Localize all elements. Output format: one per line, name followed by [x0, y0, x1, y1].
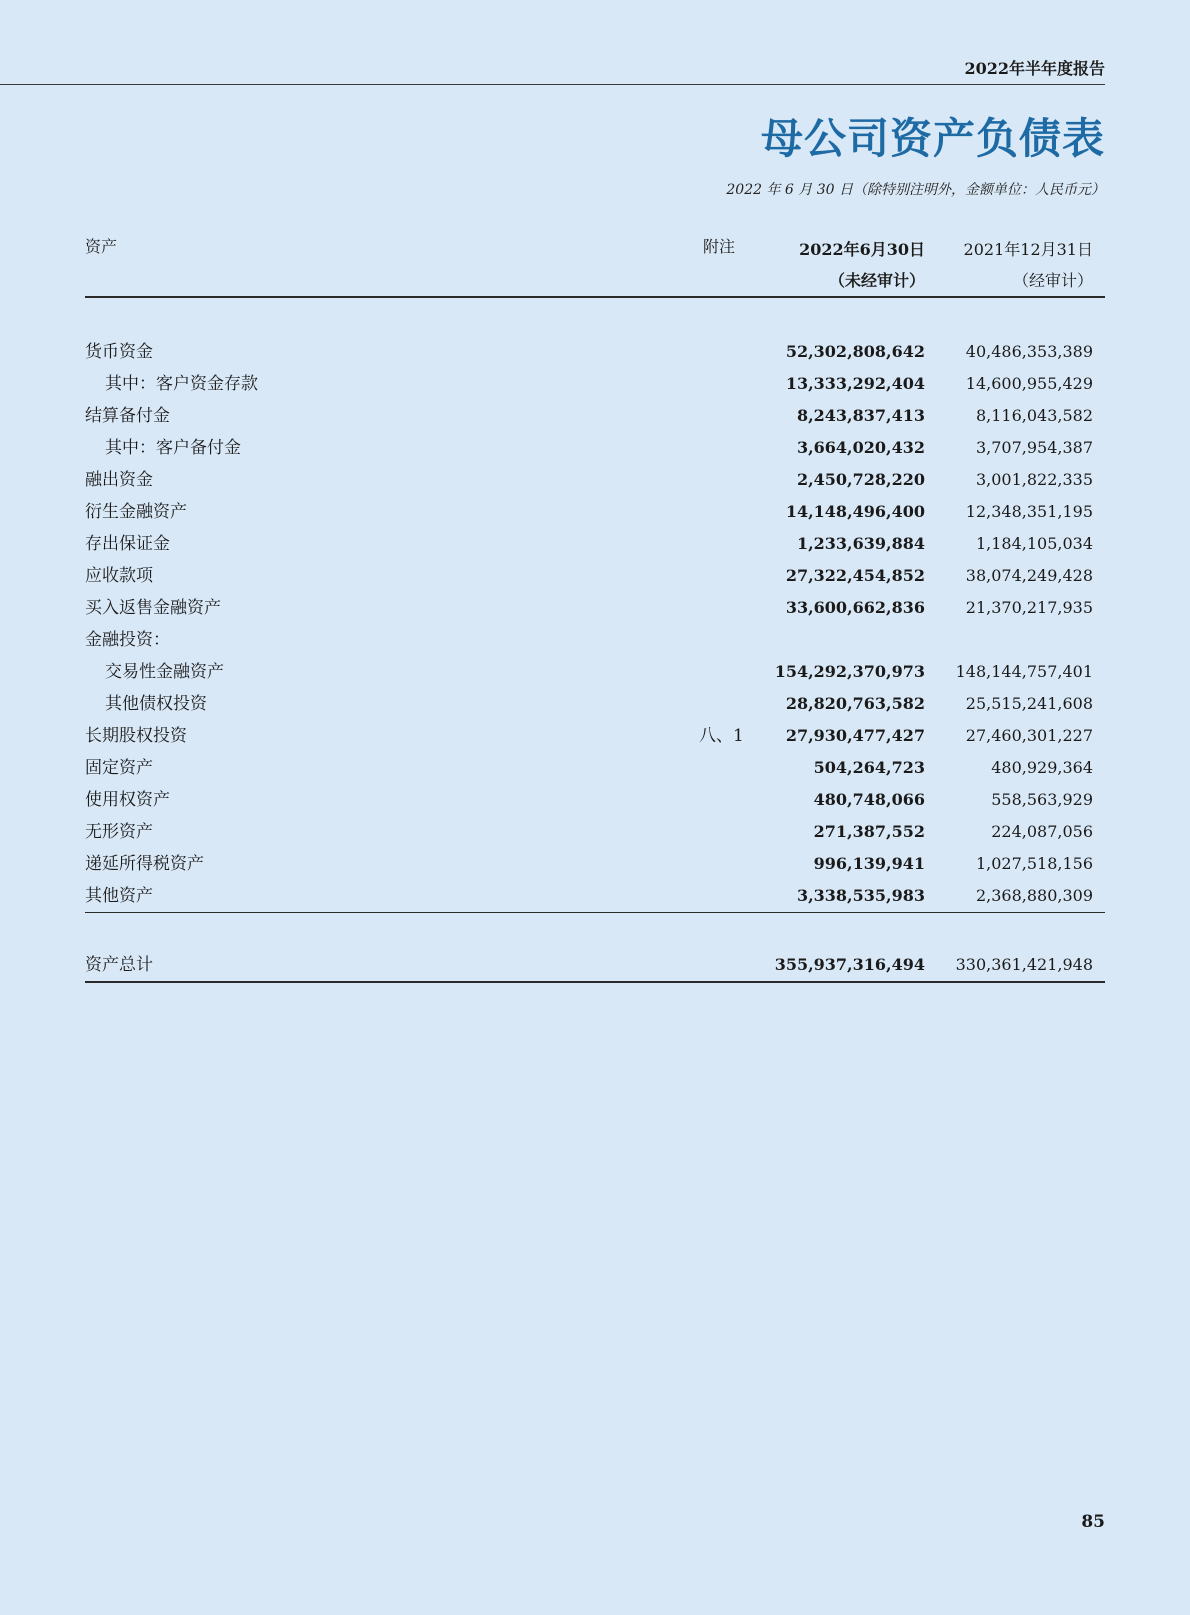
row-label: 存出保证金 — [85, 534, 170, 554]
row-current-value: 13,333,292,404 — [785, 374, 925, 393]
row-previous-value: 27,460,301,227 — [965, 726, 1093, 745]
row-previous-value: 40,486,353,389 — [965, 342, 1093, 361]
report-header-title: 2022年半年度报告 — [964, 59, 1105, 78]
header-divider — [0, 84, 1105, 85]
row-label: 金融投资： — [85, 630, 170, 650]
row-current-value: 480,748,066 — [813, 790, 925, 809]
table-row — [85, 656, 1105, 688]
row-label: 融出资金 — [85, 470, 153, 490]
table-row — [85, 880, 1105, 912]
row-label: 使用权资产 — [85, 790, 170, 810]
row-current-value: 271,387,552 — [813, 822, 925, 841]
row-current-value: 8,243,837,413 — [796, 406, 925, 425]
page-title: 母公司资产负债表 — [760, 114, 1105, 163]
table-header — [85, 232, 1105, 296]
column-header-previous-status: （经审计） — [1012, 271, 1093, 290]
row-label: 长期股权投资 — [85, 726, 187, 746]
column-header-note: 附注 — [703, 237, 736, 256]
row-label: 其中：客户资金存款 — [105, 374, 258, 394]
row-label: 应收款项 — [85, 566, 153, 586]
row-label: 无形资产 — [85, 822, 153, 842]
row-current-value: 3,664,020,432 — [796, 438, 925, 457]
table-row — [85, 560, 1105, 592]
row-previous-value: 224,087,056 — [991, 822, 1093, 841]
row-previous-value: 148,144,757,401 — [955, 662, 1093, 681]
table-row — [85, 624, 1105, 656]
row-label: 货币资金 — [85, 342, 153, 362]
table-row — [85, 592, 1105, 624]
row-current-value: 154,292,370,973 — [774, 662, 925, 681]
row-previous-value: 12,348,351,195 — [965, 502, 1093, 521]
row-note: 八、1 — [699, 726, 744, 746]
row-current-value: 33,600,662,836 — [785, 598, 925, 617]
row-previous-value: 8,116,043,582 — [975, 406, 1093, 425]
total-bottom-rule — [85, 981, 1105, 983]
total-current-value: 355,937,316,494 — [774, 955, 925, 974]
row-current-value: 996,139,941 — [813, 854, 925, 873]
row-current-value: 3,338,535,983 — [796, 886, 925, 905]
row-label: 交易性金融资产 — [105, 662, 224, 682]
column-header-previous-date: 2021年12月31日 — [963, 240, 1093, 259]
row-current-value: 27,322,454,852 — [785, 566, 925, 585]
row-label: 衍生金融资产 — [85, 502, 187, 522]
page-number: 85 — [1081, 1512, 1105, 1532]
table-row — [85, 528, 1105, 560]
row-previous-value: 25,515,241,608 — [965, 694, 1093, 713]
row-previous-value: 558,563,929 — [991, 790, 1093, 809]
row-previous-value: 3,707,954,387 — [975, 438, 1093, 457]
row-previous-value: 21,370,217,935 — [965, 598, 1093, 617]
row-current-value: 1,233,639,884 — [796, 534, 925, 553]
row-previous-value: 14,600,955,429 — [965, 374, 1093, 393]
row-current-value: 52,302,808,642 — [785, 342, 925, 361]
total-row — [85, 949, 1105, 981]
table-row — [85, 432, 1105, 464]
row-current-value: 2,450,728,220 — [796, 470, 925, 489]
table-row — [85, 400, 1105, 432]
row-current-value: 14,148,496,400 — [785, 502, 925, 521]
row-previous-value: 3,001,822,335 — [975, 470, 1093, 489]
table-row — [85, 816, 1105, 848]
row-label: 固定资产 — [85, 758, 153, 778]
table-row — [85, 720, 1105, 752]
column-header-current — [799, 234, 925, 296]
row-current-value: 27,930,477,427 — [785, 726, 925, 745]
column-header-label: 资产 — [85, 237, 118, 256]
column-header-previous — [964, 234, 1093, 296]
column-header-current-date: 2022年6月30日 — [799, 240, 925, 259]
row-label: 买入返售金融资产 — [85, 598, 221, 618]
row-previous-value: 480,929,364 — [991, 758, 1093, 777]
table-row — [85, 336, 1105, 368]
total-label: 资产总计 — [85, 955, 153, 975]
table-row — [85, 752, 1105, 784]
row-previous-value: 2,368,880,309 — [975, 886, 1093, 905]
table-row — [85, 784, 1105, 816]
row-label: 其他资产 — [85, 886, 153, 906]
table-row — [85, 368, 1105, 400]
row-label: 其中：客户备付金 — [105, 438, 241, 458]
balance-sheet-table — [85, 232, 1105, 983]
page-subtitle: 2022 年 6 月 30 日（除特别注明外，金额单位：人民币元） — [726, 182, 1105, 198]
row-previous-value: 38,074,249,428 — [965, 566, 1093, 585]
column-header-current-status: （未经审计） — [828, 271, 925, 290]
row-label: 结算备付金 — [85, 406, 170, 426]
table-row — [85, 848, 1105, 880]
row-previous-value: 1,184,105,034 — [975, 534, 1093, 553]
row-current-value: 504,264,723 — [813, 758, 925, 777]
row-label: 其他债权投资 — [105, 694, 207, 714]
table-row — [85, 496, 1105, 528]
row-label: 递延所得税资产 — [85, 854, 204, 874]
row-previous-value: 1,027,518,156 — [975, 854, 1093, 873]
table-body — [85, 336, 1105, 912]
total-previous-value: 330,361,421,948 — [955, 955, 1093, 974]
row-current-value: 28,820,763,582 — [785, 694, 925, 713]
table-row — [85, 464, 1105, 496]
table-row — [85, 688, 1105, 720]
